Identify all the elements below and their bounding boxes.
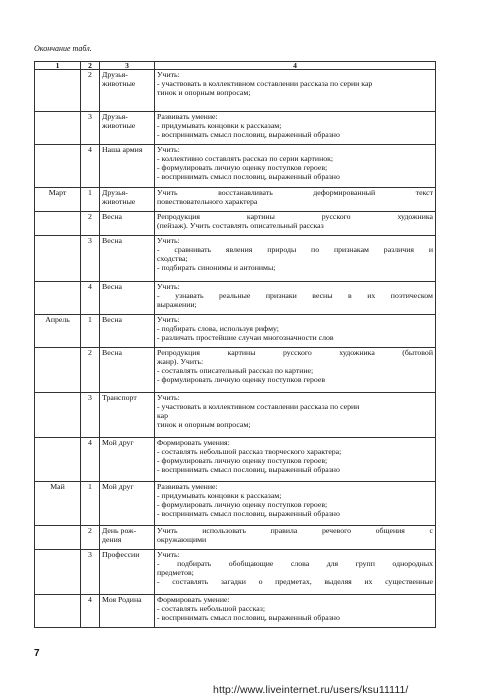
table-row [35,393,436,438]
content-line: - формулировать личную оценку поступков героев; [157,500,328,510]
content-cell [155,482,436,526]
table-row [35,595,436,628]
table-row [35,550,436,595]
content-line: - придумывать концовки к рассказам; [157,491,282,501]
table-row [35,212,436,236]
content-line: - придумывать концовки к рассказам; [157,121,282,131]
topic-cell [100,188,155,212]
content-cell [155,526,436,550]
content-line: Учить: [157,393,180,402]
content-line: - подбирать слова, используя рифму; [157,324,279,334]
month-cell: Март [35,188,81,212]
content-line: - воспринимать смысл пословиц, выраженный образно [157,172,340,182]
content-cell [155,236,436,282]
content-line: - участвовать в коллективном составлении рассказа по серии [157,402,360,412]
lesson-number-cell: 1 [81,188,100,212]
topic-line: Мой друг [102,482,134,491]
content-line: - сравнивать явления природы по признакам различия и [157,245,433,255]
topic-line: животные [102,79,136,89]
content-line: Развивать умение: [157,112,218,121]
topic-line: Весна [102,212,122,221]
lesson-number-cell: 3 [81,236,100,282]
topic-line: Моя Родина [102,595,142,604]
table-caption: Окончание табл. [34,44,92,53]
topic-cell [100,550,155,595]
source-watermark: http://www.liveinternet.ru/users/ksu11111/ [213,684,409,696]
content-line: - узнавать реальные признаки весны в их поэтическом [157,291,433,301]
month-cell [35,112,81,145]
content-line: окружающими [157,535,207,545]
topic-line: День рож- [102,526,137,535]
table-row [35,188,436,212]
content-line: Учить восстанавливать деформированный текст [157,188,433,197]
content-line: Учить: [157,145,180,154]
content-line: повествовательного характера [157,197,258,207]
table-row [35,112,436,145]
header-col-1: 1 [35,62,81,70]
content-line: выражении; [157,300,197,310]
lesson-number-cell: 1 [81,482,100,526]
content-line: - формулировать личную оценку поступков героев; [157,456,328,466]
table-row [35,236,436,282]
content-line: - участвовать в коллективном составлении рассказа по серии кар [157,79,373,89]
topic-line: Профессии [102,550,140,559]
content-cell [155,393,436,438]
lesson-number-cell: 2 [81,212,100,236]
topic-line: Весна [102,236,122,245]
topic-line: Мой друг [102,438,134,447]
topic-cell [100,145,155,188]
topic-line: Наша армия [102,145,143,154]
content-line: - воспринимать смысл пословиц, выраженный образно [157,509,340,519]
month-cell [35,595,81,628]
table-row [35,282,436,315]
content-line: Учить: [157,550,180,559]
topic-cell [100,236,155,282]
content-cell [155,188,436,212]
topic-cell [100,282,155,315]
topic-cell [100,482,155,526]
content-line: (пейзаж). Учить составлять описательный рассказ [157,221,324,231]
lesson-table [34,61,436,628]
content-line: - формулировать личную оценку поступков героев [157,375,326,385]
lesson-number-cell: 4 [81,595,100,628]
content-cell [155,315,436,348]
content-line: - подбирать обобщающие слова для групп однородных [157,559,433,569]
topic-line: Друзья- [102,70,128,79]
content-line: - подбирать синонимы и антонимы; [157,263,276,273]
content-cell [155,145,436,188]
lesson-number-cell: 2 [81,526,100,550]
lesson-number-cell: 3 [81,550,100,595]
month-cell [35,550,81,595]
lesson-number-cell: 2 [81,70,100,112]
lesson-number-cell: 4 [81,438,100,482]
content-line: - различать простейшие случаи многозначности слов [157,333,334,343]
content-line: Репродукция картины русского художника [157,212,433,221]
content-line: - составлять небольшой рассказ творческого характера; [157,447,342,457]
table-row [35,315,436,348]
month-cell [35,348,81,393]
content-line: Формировать умения: [157,438,230,447]
month-cell [35,212,81,236]
content-line: - формулировать личную оценку поступков героев; [157,163,328,173]
content-line: тинок и опорным вопросам; [157,420,251,430]
content-cell [155,550,436,595]
topic-cell [100,70,155,112]
header-col-4: 4 [155,62,436,70]
content-line: сходства; [157,254,188,264]
lesson-number-cell: 3 [81,393,100,438]
topic-line: Весна [102,315,122,324]
month-cell [35,145,81,188]
topic-cell [100,526,155,550]
content-line: Учить: [157,282,180,291]
content-line: Учить: [157,70,180,79]
header-col-3: 3 [100,62,155,70]
table-row [35,145,436,188]
content-cell [155,348,436,393]
topic-line: Весна [102,348,122,357]
topic-cell [100,112,155,145]
content-line: - составлять описательный рассказ по картине; [157,366,314,376]
content-cell [155,70,436,112]
topic-line: животные [102,197,136,207]
content-line: - воспринимать смысл пословиц, выраженный образно [157,130,340,140]
month-cell [35,393,81,438]
lesson-number-cell: 1 [81,315,100,348]
topic-cell [100,393,155,438]
content-line: - воспринимать смысл пословиц, выраженный образно [157,465,340,475]
table-row [35,348,436,393]
content-line: - коллективно составлять рассказ по серии картинок; [157,154,334,164]
content-cell [155,595,436,628]
lesson-number-cell: 2 [81,348,100,393]
content-line: Развивать умение: [157,482,218,491]
table-row [35,526,436,550]
month-cell [35,438,81,482]
table-header-row [35,62,436,70]
content-line: Формировать умение: [157,595,230,604]
topic-line: Транспорт [102,393,137,402]
content-cell [155,112,436,145]
page-number: 7 [34,648,40,659]
content-cell [155,438,436,482]
table-row [35,70,436,112]
content-line: - воспринимать смысл пословиц, выраженный образно [157,613,340,623]
topic-cell [100,438,155,482]
topic-line: Друзья- [102,188,128,197]
topic-cell [100,315,155,348]
content-cell [155,212,436,236]
content-line: Учить использовать правила речевого общения с [157,526,433,535]
month-cell [35,526,81,550]
month-cell: Апрель [35,315,81,348]
content-line: - составлять загадки о предметах, выделяя их существенные [157,577,433,587]
content-line: жанр). Учить: [157,357,204,367]
content-line: - составлять небольшой рассказ; [157,604,266,614]
topic-cell [100,595,155,628]
topic-cell [100,212,155,236]
lesson-number-cell: 4 [81,145,100,188]
topic-cell [100,348,155,393]
topic-line: животные [102,121,136,131]
lesson-number-cell: 3 [81,112,100,145]
header-col-2: 2 [81,62,100,70]
content-line: предметов; [157,568,194,578]
topic-line: Друзья- [102,112,128,121]
month-cell: Май [35,482,81,526]
month-cell [35,282,81,315]
content-line: Учить: [157,315,180,324]
table-row [35,438,436,482]
table-body [35,70,436,628]
month-cell [35,70,81,112]
topic-line: дения [102,535,122,545]
month-cell [35,236,81,282]
content-line: тинок и опорным вопросам; [157,88,251,98]
content-line: кар [157,411,169,421]
lesson-number-cell: 4 [81,282,100,315]
content-line: Репродукция картины русского художника (бытовой [157,348,433,357]
topic-line: Весна [102,282,122,291]
table-row [35,482,436,526]
content-cell [155,282,436,315]
content-line: Учить: [157,236,180,245]
